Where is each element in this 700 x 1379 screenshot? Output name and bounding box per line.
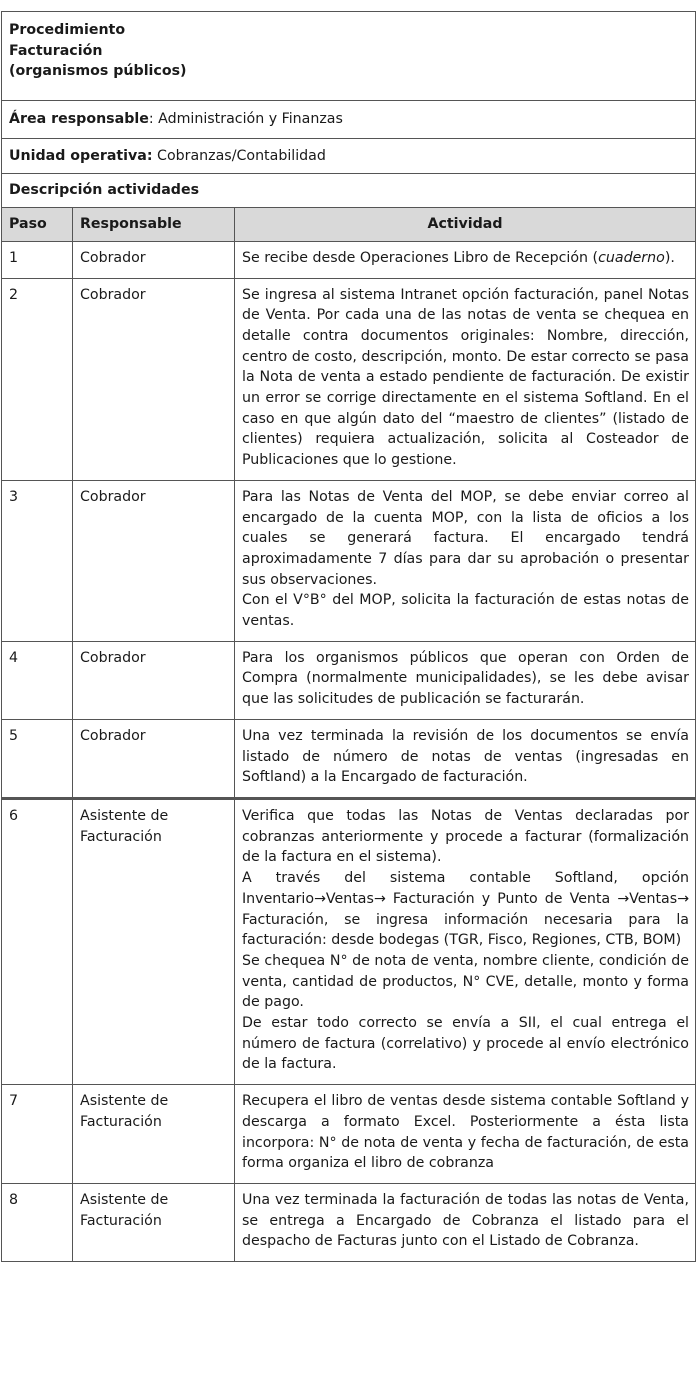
procedure-title xyxy=(2,12,696,101)
actividad-cell xyxy=(235,1183,696,1261)
title-line-1: Procedimiento xyxy=(9,22,126,38)
actividad-emphasis: cuaderno xyxy=(598,249,665,266)
col-actividad-header: Actividad xyxy=(235,208,696,242)
title-row xyxy=(2,12,696,101)
actividad-text: Para los organismos públicos que operan con Orden de Compra (normalmente municipalidades), se les debe avisar que las solicitudes de publicación se facturarán. xyxy=(242,649,689,708)
table-row xyxy=(2,798,696,1084)
column-header-row xyxy=(2,208,696,242)
responsable-cell: Asistente de Facturación xyxy=(73,798,235,1084)
paso-cell: 8 xyxy=(2,1183,73,1261)
responsable-cell: Asistente de Facturación xyxy=(73,1085,235,1184)
col-responsable-header: Responsable xyxy=(73,208,235,242)
actividad-paragraph-1: Para las Notas de Venta del MOP, se debe enviar correo al encargado de la cuenta MOP, con la lista de oficios a los cuales se generará factura. El encargado tendrá aproximadamente 7 días para dar su aprobación o presentar sus observaciones. xyxy=(242,488,689,588)
responsable-cell: Cobrador xyxy=(73,641,235,719)
table-row xyxy=(2,278,696,480)
responsable-cell: Cobrador xyxy=(73,719,235,798)
table-row xyxy=(2,719,696,798)
paso-cell: 6 xyxy=(2,798,73,1084)
actividad-text: Una vez terminada la facturación de todas las notas de Venta, se entrega a Encargado de Cobranza el listado para el despacho de Facturas junto con el Listado de Cobranza. xyxy=(242,1191,689,1250)
actividad-paragraph-1: Verifica que todas las Notas de Ventas declaradas por cobranzas anteriormente y procede a facturar (formalización de la factura en el sistema). xyxy=(242,807,689,866)
paso-cell: 4 xyxy=(2,641,73,719)
actividad-text-end: ). xyxy=(664,249,675,266)
table-row xyxy=(2,480,696,641)
procedure-table xyxy=(1,11,696,1262)
responsable-cell: Cobrador xyxy=(73,278,235,480)
actividad-cell xyxy=(235,1085,696,1184)
unidad-label: Unidad operativa: xyxy=(9,147,153,164)
table-row xyxy=(2,241,696,278)
area-label: Área responsable xyxy=(9,111,149,127)
unidad-value: Cobranzas/Contabilidad xyxy=(152,147,326,164)
responsable-cell: Cobrador xyxy=(73,241,235,278)
unidad-cell xyxy=(2,138,696,174)
actividad-paragraph-4: De estar todo correcto se envía a SII, el cual entrega el número de factura (correlativo) y procede al envío electrónico de la factura. xyxy=(242,1015,689,1073)
paso-cell: 2 xyxy=(2,278,73,480)
actividad-paragraph-2: A través del sistema contable Softland, opción Inventario→Ventas→ Facturación y Punto de Venta →Ventas→ Facturación, se ingresa información necesaria para la facturación: desde bodegas (TGR, Fisco, Regiones, CTB, BOM) xyxy=(242,870,689,949)
actividad-cell xyxy=(235,278,696,480)
area-cell xyxy=(2,101,696,139)
actividad-cell xyxy=(235,480,696,641)
title-line-2: Facturación xyxy=(9,42,103,59)
area-value: : Administración y Finanzas xyxy=(148,111,343,127)
descripcion-heading: Descripción actividades xyxy=(2,174,696,208)
paso-cell: 5 xyxy=(2,719,73,798)
actividad-text: Una vez terminada la revisión de los documentos se envía listado de número de notas de ventas (ingresadas en Softland) a la Encargado de facturación. xyxy=(242,727,689,786)
actividad-text: Se recibe desde Operaciones Libro de Recepción ( xyxy=(242,249,599,266)
actividad-paragraph-2: Con el V°B° del MOP, solicita la facturación de estas notas de ventas. xyxy=(242,592,689,630)
descripcion-row xyxy=(2,174,696,208)
title-line-3: (organismos públicos) xyxy=(9,63,187,80)
actividad-paragraph-3: Se chequea N° de nota de venta, nombre cliente, condición de venta, cantidad de productos, N° CVE, detalle, monto y forma de pago. xyxy=(242,952,689,1011)
actividad-cell xyxy=(235,719,696,798)
responsable-cell: Asistente de Facturación xyxy=(73,1183,235,1261)
actividad-cell xyxy=(235,798,696,1084)
responsable-cell: Cobrador xyxy=(73,480,235,641)
paso-cell: 7 xyxy=(2,1085,73,1184)
actividad-text: Se ingresa al sistema Intranet opción facturación, panel Notas de Venta. Por cada una de las notas de venta se chequea en detalle contra documentos originales: Nombre, dirección, centro de costo, descripción, monto. De estar correcto se pasa la Nota de venta a estado pendiente de facturación. De existir un error se corrige directamente en el sistema Softland. En el caso en que algún dato del “maestro de clientes” (listado de clientes) requiera actualización, solicita al Costeador de Publicaciones que lo gestione. xyxy=(242,286,689,469)
actividad-cell xyxy=(235,241,696,278)
actividad-text: Recupera el libro de ventas desde sistema contable Softland y descarga a formato Excel. Posteriormente a ésta lista incorpora: N° de nota de venta y fecha de facturación, de esta forma organiza el libro de cobranza xyxy=(242,1093,689,1172)
table-row xyxy=(2,1183,696,1261)
col-paso-header: Paso xyxy=(2,208,73,242)
area-row xyxy=(2,101,696,139)
table-row xyxy=(2,641,696,719)
unidad-row xyxy=(2,138,696,174)
paso-cell: 3 xyxy=(2,480,73,641)
paso-cell: 1 xyxy=(2,241,73,278)
table-row xyxy=(2,1085,696,1184)
actividad-cell xyxy=(235,641,696,719)
